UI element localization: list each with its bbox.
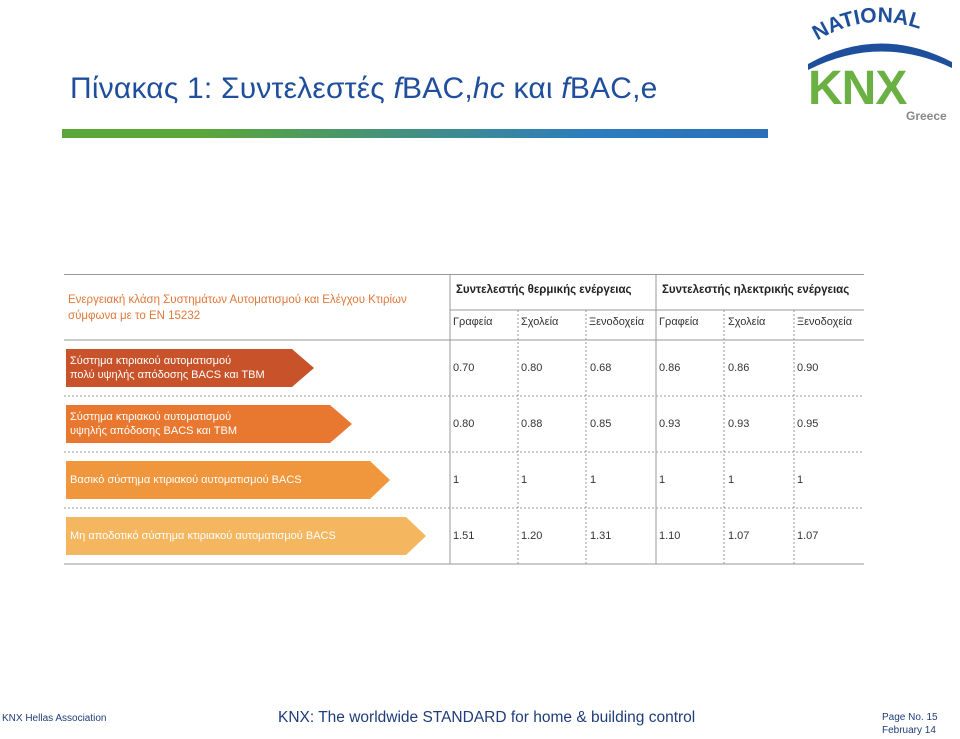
table-cell: 0.88 (521, 418, 543, 430)
table-cell: 1 (659, 474, 666, 486)
knx-national-logo (800, 4, 958, 124)
table-cell: 1 (797, 474, 804, 486)
col-header: Γραφεία (659, 316, 699, 328)
title-underline (62, 129, 768, 138)
col-header: Ξενοδοχεία (797, 316, 853, 328)
table-cell: 1 (453, 474, 460, 486)
table-cell: 1.10 (659, 530, 681, 542)
table-cell: 1 (728, 474, 735, 486)
footer-date: February 14 (882, 725, 936, 736)
col-header: Γραφεία (453, 316, 493, 328)
table-cell: 1.51 (453, 530, 475, 542)
row-label: Μη αποδοτικό σύστημα κτιριακού αυτοματισμού BACS (70, 530, 336, 542)
table-cell: 1.07 (728, 530, 750, 542)
table-cell: 1.07 (797, 530, 819, 542)
table-cell: 0.93 (728, 418, 750, 430)
row-label: Σύστημα κτιριακού αυτοματισμού υψηλής απόδοσης BACS και TBM (70, 411, 237, 437)
row-label: Σύστημα κτιριακού αυτοματισμού πολύ υψηλής απόδοσης BACS και TBM (70, 355, 265, 381)
thermal-group-header: Συντελεστής θερμικής ενέργειας (456, 284, 632, 296)
logo-national-text: NATIONAL (808, 4, 925, 45)
table-cell: 0.86 (728, 362, 750, 374)
page-number: Page No. 15 (882, 712, 938, 723)
table-cell: 0.90 (797, 362, 819, 374)
logo-knx-text: KNX (808, 62, 907, 115)
table-cell: 0.70 (453, 362, 475, 374)
footer-organization: KNX Hellas Association (2, 713, 107, 724)
table-cell: 1 (590, 474, 597, 486)
row-label: Βασικό σύστημα κτιριακού αυτοματισμού BACS (70, 474, 302, 486)
col-header: Ξενοδοχεία (589, 316, 645, 328)
table-cell: 0.93 (659, 418, 681, 430)
table-cell: 0.68 (590, 362, 612, 374)
table-cell: 0.80 (521, 362, 543, 374)
table-cell: 0.95 (797, 418, 819, 430)
table-cell: 0.85 (590, 418, 612, 430)
table-cell: 1.31 (590, 530, 612, 542)
logo-greece-text: Greece (906, 109, 947, 123)
table-cell: 1.20 (521, 530, 543, 542)
table-left-header: Ενεργειακή κλάση Συστημάτων Αυτοματισμού και Ελέγχου Κτιρίων σύμφωνα με το EN 15232 (68, 294, 407, 322)
col-header: Σχολεία (521, 316, 559, 328)
electric-group-header: Συντελεστής ηλεκτρικής ενέργειας (662, 284, 850, 296)
table-cell: 1 (521, 474, 528, 486)
footer-tagline: KNX: The worldwide STANDARD for home & building control (278, 709, 696, 726)
col-header: Σχολεία (728, 316, 766, 328)
slide-title: Πίνακας 1: Συντελεστές fBAC,hc και fBAC,e (70, 72, 658, 105)
table-cell: 0.86 (659, 362, 681, 374)
table-cell: 0.80 (453, 418, 475, 430)
